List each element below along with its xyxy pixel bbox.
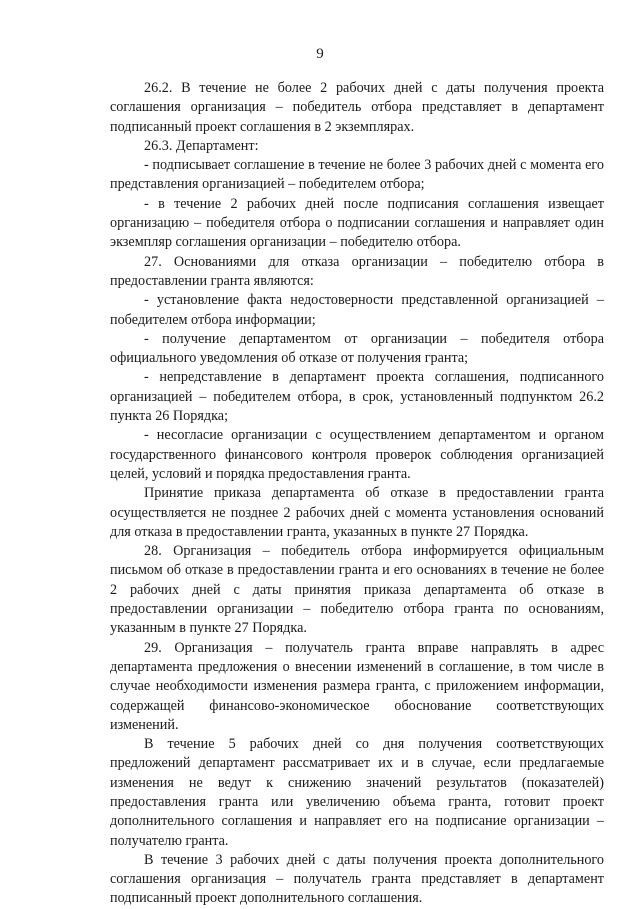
list-item-false-information: - установление факта недостоверности представленной организацией – победителем отбора информации; (110, 292, 604, 328)
list-item-refusal-notice: - получение департаментом от организации – победителя отбора официального уведомления об отказе от получения гранта; (110, 330, 604, 367)
list-item-no-agreement: - непредставление в департамент проекта соглашения, подписанного организацией – победителем отбора, в срок, установленный подпунктом 26.2 пункта 26 Порядка; (110, 369, 604, 425)
list-item-disagreement-control: - несогласие организации с осуществлением департаментом и органом государственного финансового контроля проверок соблюдения организацией целей, условий и порядка предоставления гранта. (110, 427, 604, 482)
paragraph-3-days-submit: В течение 3 рабочих дней с даты получения проекта дополнительного соглашения организация – получатель гранта представляет в департамент подписанный проект дополнительного соглашения. (110, 851, 604, 907)
paragraph-26-3: 26.3. Департамент: (144, 137, 259, 154)
paragraph-5-days-review: В течение 5 рабочих дней со дня получения соответствующих предложений департамент рассматривает их и в случае, если предлагаемые изменения не ведут к снижению значений результатов (показателей) предоставления гранта или увеличению объема гранта, готовит проект дополнительного соглашения и направляет его на подписание организации – получателю гранта. (110, 736, 604, 849)
list-item-notify-winner: - в течение 2 рабочих дней после подписания соглашения извещает организацию – победителя отбора о подписании соглашения и направляет один экземпляр соглашения организации – победителю отбора. (110, 195, 604, 251)
paragraph-26-2: 26.2. В течение не более 2 рабочих дней с даты получения проекта соглашения организация – победитель отбора представляет в департамент подписанный проект соглашения в 2 экземплярах. (110, 80, 604, 135)
paragraph-29: 29. Организация – получатель гранта вправе направлять в адрес департамента предложения о внесении изменений в соглашение, в том числе в случае необходимости изменения размера гранта, с приложением информации, содержащей финансово-экономическое обоснование соответствующих изменений. (110, 639, 604, 733)
paragraph-28: 28. Организация – победитель отбора информируется официальным письмом об отказе в предоставлении гранта и его основаниях в течение не более 2 рабочих дней с даты принятия приказа департамента об отказе в предоставлении организации – победителю отбора гранта по основаниям, указанным в пункте 27 Порядка. (110, 543, 604, 637)
paragraph-27: 27. Основаниями для отказа организации – победителю отбора в предоставлении гранта являются: (110, 253, 604, 289)
list-item-sign-agreement: - подписывает соглашение в течение не более 3 рабочих дней с момента его представления организацией – победителем отбора; (110, 157, 604, 193)
paragraph-refusal-order: Принятие приказа департамента об отказе в предоставлении гранта осуществляется не позднее 2 рабочих дней с момента установления оснований для отказа в предоставлении гранта, указанных в пункте 27 Порядка. (110, 485, 604, 540)
page-number: 9 (316, 46, 324, 62)
document-body (110, 79, 604, 909)
